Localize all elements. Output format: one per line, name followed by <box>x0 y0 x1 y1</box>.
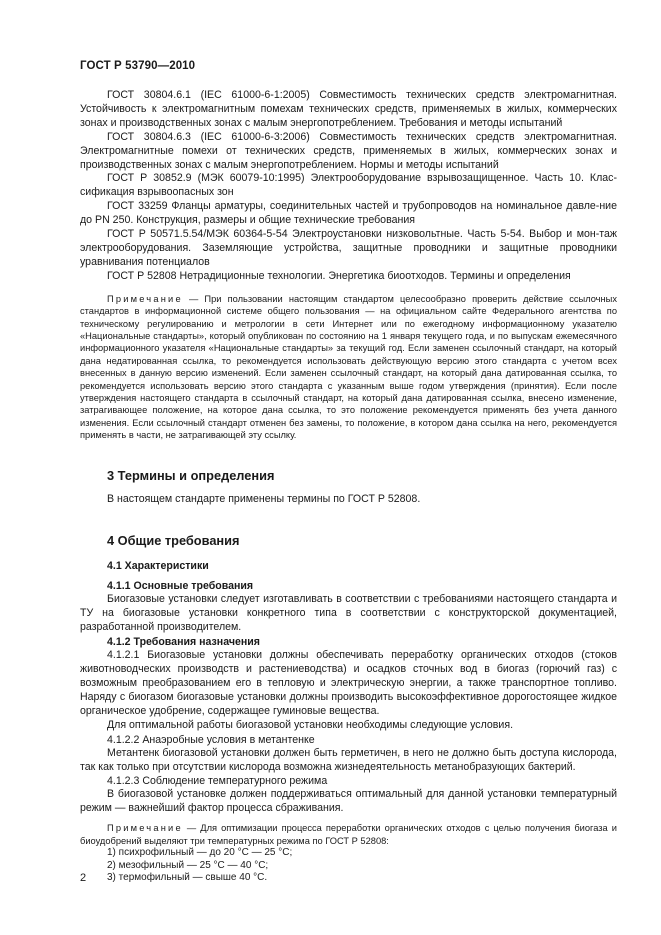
paragraph-4-1-2-3: В биогазовой установке должен поддерживаться оптимальный для данной установки температурный режим — важнейший фактор процесса сбраживания. <box>80 788 617 815</box>
document-header: ГОСТ Р 53790—2010 <box>80 60 196 72</box>
normative-references-list <box>80 89 617 284</box>
list-item: 3) термофильный — свыше 40 °С. <box>107 872 268 884</box>
reference-item: ГОСТ 30804.6.3 (IEC 61000-6-3:2006) Совместимость технических средств электромагнитная. Электромагнитные помехи от технических средств, применяемых в жилых, коммерческих зонах и производственных зонах с малым энергопотреблением. Нормы и методы испытаний <box>80 130 617 171</box>
reference-item: ГОСТ Р 52808 Нетрадиционные технологии. Энергетика биоотходов. Термины и определения <box>107 269 571 282</box>
paragraph-4-1-2-2: Метантенк биогазовой установки должен быть герметичен, в него не должно быть доступа кислорода, так как только при отсутствии кислорода возможна жизнедеятельность метанобразующих бактерий. <box>80 746 617 773</box>
subsection-4-1-1-title: 4.1.1 Основные требования <box>107 580 254 593</box>
subsection-4-1-2-2-title: 4.1.2.2 Анаэробные условия в метантенке <box>107 733 315 746</box>
section-3-text: В настоящем стандарте применены термины по ГОСТ Р 52808. <box>107 492 421 505</box>
note-temperature: Примечание — Для оптимизации процесса переработки органических отходов с целью получения биогаза и биоудобрений выделяют три температурных режима по ГОСТ Р 52808: <box>80 823 617 846</box>
section-4-title: 4 Общие требования <box>107 533 240 549</box>
section-3-title: 3 Термины и определения <box>107 467 275 483</box>
page-content <box>80 89 617 885</box>
page-number: 2 <box>80 872 87 884</box>
reference-item: ГОСТ Р 50571.5.54/МЭК 60364-5-54 Электроустановки низковольтные. Часть 5-54. Выбор и мон-таж электрооборудования. Заземляющие устройства, защитные проводники и защитные проводники уравнивания потенциалов <box>80 228 617 268</box>
list-item: 1) психрофильный — до 20 °С — 25 °С; <box>107 847 293 859</box>
paragraph-4-1-1: Биогазовые установки следует изготавливать в соответствии с требованиями настоящего стандарта и ТУ на биогазовые установки конкретного типа в соответствии с конструкторской документацией, разработанной производителем. <box>80 593 617 634</box>
reference-item: ГОСТ 30804.6.1 (IEC 61000-6-1:2005) Совместимость технических средств электромагнитная. Устойчивость к электромагнитным помехам технических средств, применяемых в жилых, коммерческих зонах и производственных зонах с малым энергопотреблением. Требования и методы испытаний <box>80 89 617 129</box>
reference-item: ГОСТ Р 30852.9 (МЭК 60079-10:1995) Электрооборудование взрывозащищенное. Часть 10. Клас-сификация взрывоопасных зон <box>80 172 617 199</box>
reference-item: ГОСТ 33259 Фланцы арматуры, соединительных частей и трубопроводов на номинальное давле-ние до PN 250. Конструкция, размеры и общие технические требования <box>80 200 617 227</box>
subsection-4-1-2-title: 4.1.2 Требования назначения <box>107 636 260 649</box>
note-references: Примечание — При пользовании настоящим стандартом целесообразно проверить действие ссылочных стандартов в информационной системе общего пользования — на официальном сайте Федерального агентства по техническому регулированию и метрологии в сети Интернет или по ежегодному информационному указателю «Национальные стандарты», который опубликован по состоянию на 1 января текущего года, и по выпускам ежемесячного информационного указателя «Национальные стандарты» за текущий год. Если заменен ссылочный стандарт, на который дана недатированная ссылка, то рекомендуется использовать действующую версию этого стандарта с учетом всех внесенных в данную версию изменений. Если заменен ссылочный стандарт, на который дана датированная ссылка, то рекомендуется использовать версию этого стандарта с указанным выше годом утверждения (принятия). Если после утверждения настоящего стандарта в ссылочный стандарт, на который дана датированная ссылка, внесено изменение, затрагивающее положение, на которое дана ссылка, то это положение рекомендуется применять без учета данного изменения. Если ссылочный стандарт отменен без замены, то положение, в котором дана ссылка на него, рекомендуется применять в части, не затрагивающей эту ссылку. <box>80 293 617 441</box>
subsection-4-1-2-3-title: 4.1.2.3 Соблюдение температурного режима <box>107 775 328 788</box>
paragraph-conditions: Для оптимальной работы биогазовой установки необходимы следующие условия. <box>107 718 514 731</box>
subsection-4-1-title: 4.1 Характеристики <box>107 560 209 573</box>
list-item: 2) мезофильный — 25 °С — 40 °С; <box>107 859 269 871</box>
paragraph-4-1-2-1: 4.1.2.1 Биогазовые установки должны обеспечивать переработку органических отходов (стоков животноводческих производств и растениеводства) и осадков сточных вод в биогаз (горючий газ) с возможным преобразованием его в тепловую и электрическую энергии, а также транспортное топливо. Наряду с биогазом биогазовые установки должны производить высокоэффективное дорогостоящее жидкое органическое удобрение, содержащее гуминовые вещества. <box>80 649 617 717</box>
